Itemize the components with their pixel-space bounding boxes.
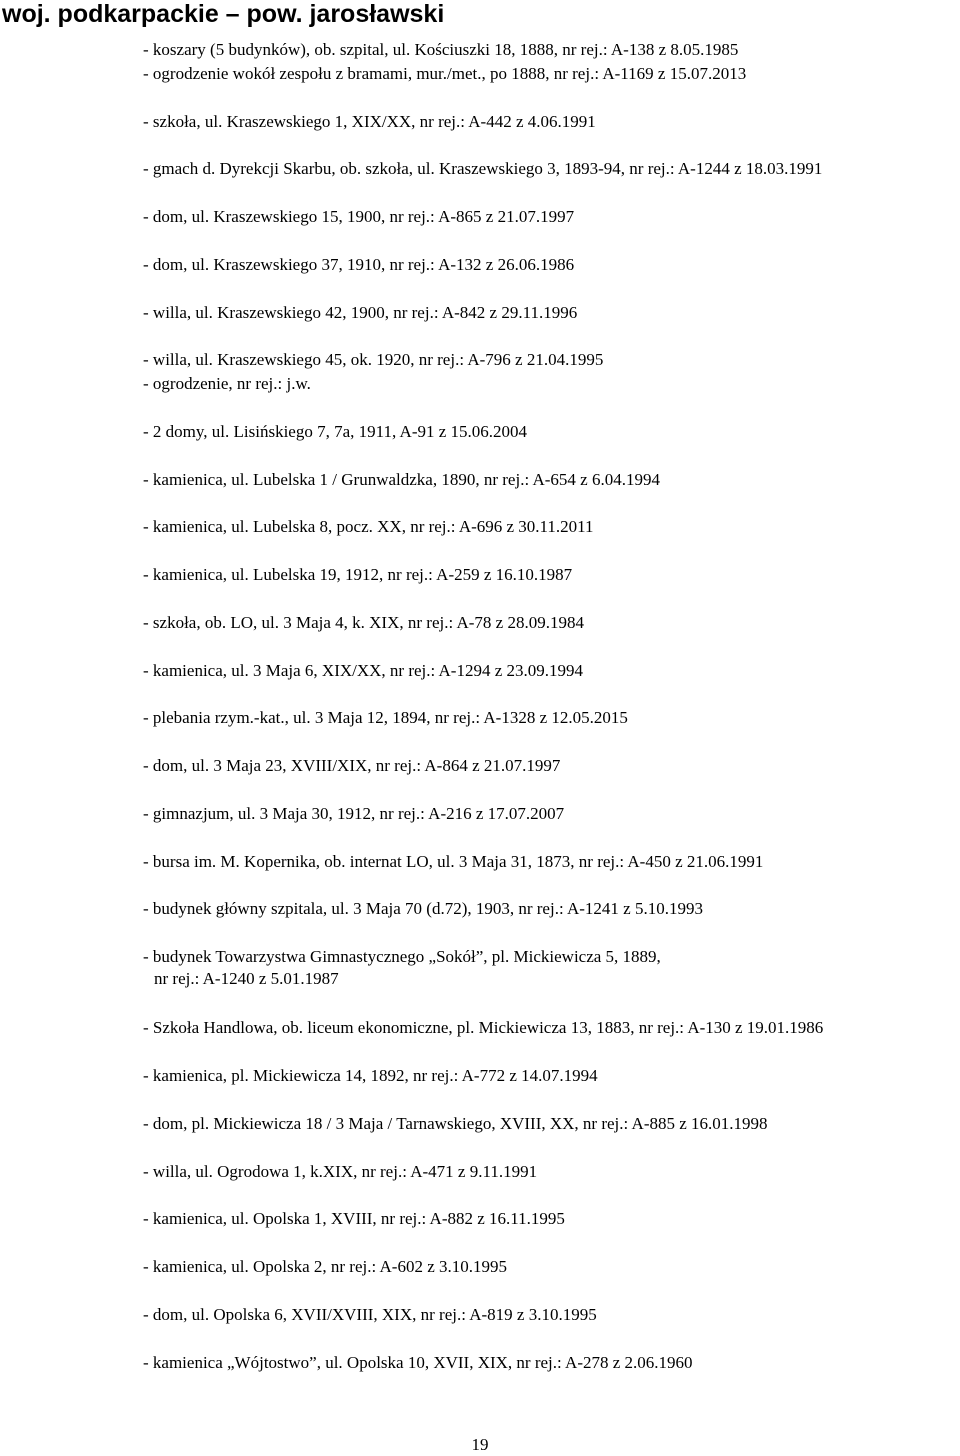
entry-text: - dom, pl. Mickiewicza 18 / 3 Maja / Tarnawskiego, XVIII, XX, nr rej.: A-885 z 16.01.1998 [143,1114,768,1133]
page-heading: woj. podkarpackie – pow. jarosławski [2,0,445,28]
register-entry [143,349,603,371]
entry-text: - willa, ul. Kraszewskiego 45, ok. 1920, nr rej.: A-796 z 21.04.1995 [143,350,604,369]
entry-text: - ogrodzenie, nr rej.: j.w. [143,374,311,393]
register-entry [143,803,564,825]
register-entry [143,206,574,228]
register-entry [143,660,583,682]
entry-text: - dom, ul. 3 Maja 23, XVIII/XIX, nr rej.: A-864 z 21.07.1997 [143,756,561,775]
register-entry [143,39,738,61]
entry-text: - szkoła, ob. LO, ul. 3 Maja 4, k. XIX, nr rej.: A-78 z 28.09.1984 [143,613,584,632]
entry-text: - kamienica, ul. Lubelska 19, 1912, nr rej.: A-259 z 16.10.1987 [143,565,573,584]
entry-text: - kamienica, ul. 3 Maja 6, XIX/XX, nr rej.: A-1294 z 23.09.1994 [143,661,584,680]
register-entry [143,612,584,634]
entry-text: - 2 domy, ul. Lisińskiego 7, 7a, 1911, A-91 z 15.06.2004 [143,422,528,441]
entry-text: - bursa im. M. Kopernika, ob. internat LO, ul. 3 Maja 31, 1873, nr rej.: A-450 z 21.06.1991 [143,852,764,871]
entry-text: - plebania rzym.-kat., ul. 3 Maja 12, 1894, nr rej.: A-1328 z 12.05.2015 [143,708,628,727]
register-entry [143,1113,768,1135]
entry-text: - dom, ul. Opolska 6, XVII/XVIII, XIX, nr rej.: A-819 z 3.10.1995 [143,1305,597,1324]
register-entry [143,755,560,777]
register-entry [143,421,527,443]
register-entry [143,516,594,538]
entry-text: - gimnazjum, ul. 3 Maja 30, 1912, nr rej.: A-216 z 17.07.2007 [143,804,565,823]
entry-continuation: nr rej.: A-1240 z 5.01.1987 [154,969,339,988]
entry-text: - kamienica, ul. Opolska 1, XVIII, nr rej.: A-882 z 16.11.1995 [143,1209,565,1228]
register-entry [143,302,577,324]
register-entry [143,1017,823,1039]
entry-text: - Szkoła Handlowa, ob. liceum ekonomiczne, pl. Mickiewicza 13, 1883, nr rej.: A-130 z 19.01.1986 [143,1018,824,1037]
register-entry [143,63,746,85]
register-entry [143,564,572,586]
register-entry [143,158,822,180]
entry-text: - kamienica, ul. Lubelska 8, pocz. XX, nr rej.: A-696 z 30.11.2011 [143,517,594,536]
register-entry [143,111,596,133]
entry-text: - ogrodzenie wokół zespołu z bramami, mur./met., po 1888, nr rej.: A-1169 z 15.07.2013 [143,64,747,83]
register-entry [143,851,763,873]
register-entry [143,254,574,276]
page-number: 19 [471,1435,489,1454]
register-entry [143,707,628,729]
register-entry [143,898,703,920]
entry-text: - kamienica „Wójtostwo”, ul. Opolska 10, XVII, XIX, nr rej.: A-278 z 2.06.1960 [143,1353,693,1372]
entry-text: - gmach d. Dyrekcji Skarbu, ob. szkoła, ul. Kraszewskiego 3, 1893-94, nr rej.: A-1244 z 18.03.1991 [143,159,823,178]
entry-text: - dom, ul. Kraszewskiego 37, 1910, nr rej.: A-132 z 26.06.1986 [143,255,575,274]
register-entry [143,469,660,491]
register-entry [143,1304,597,1326]
entry-text: - kamienica, ul. Lubelska 1 / Grunwaldzka, 1890, nr rej.: A-654 z 6.04.1994 [143,470,660,489]
entry-text: - budynek Towarzystwa Gimnastycznego „Sokół”, pl. Mickiewicza 5, 1889, [143,947,661,966]
entry-text: - dom, ul. Kraszewskiego 15, 1900, nr rej.: A-865 z 21.07.1997 [143,207,575,226]
entry-text: - kamienica, pl. Mickiewicza 14, 1892, nr rej.: A-772 z 14.07.1994 [143,1066,598,1085]
register-entry [143,1256,507,1278]
register-entry [143,373,311,395]
entry-text: - kamienica, ul. Opolska 2, nr rej.: A-602 z 3.10.1995 [143,1257,508,1276]
register-entry [143,1065,598,1087]
entry-text: - koszary (5 budynków), ob. szpital, ul. Kościuszki 18, 1888, nr rej.: A-138 z 8.05.1985 [143,40,739,59]
register-entry [143,946,661,990]
register-entry [143,1208,565,1230]
register-entry [143,1161,537,1183]
entry-text: - willa, ul. Kraszewskiego 42, 1900, nr rej.: A-842 z 29.11.1996 [143,303,578,322]
entry-text: - szkoła, ul. Kraszewskiego 1, XIX/XX, nr rej.: A-442 z 4.06.1991 [143,112,596,131]
register-entry [143,1352,693,1374]
entry-text: - budynek główny szpitala, ul. 3 Maja 70 (d.72), 1903, nr rej.: A-1241 z 5.10.1993 [143,899,703,918]
entry-text: - willa, ul. Ogrodowa 1, k.XIX, nr rej.: A-471 z 9.11.1991 [143,1162,538,1181]
